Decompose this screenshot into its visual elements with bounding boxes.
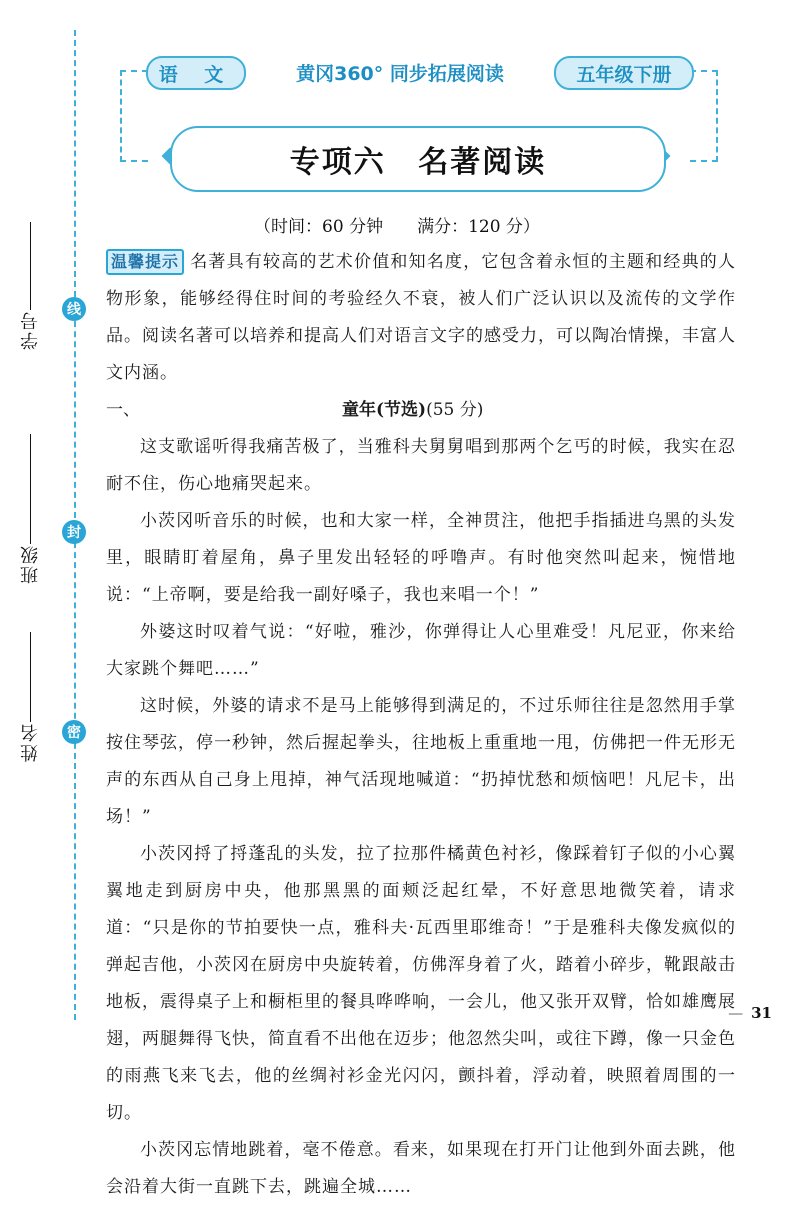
binding-mark-seal: 封 — [62, 520, 86, 544]
passage-paragraph: 外婆这时叹着气说：“好啦，雅沙，你弹得让人心里难受！凡尼亚，你来给大家跳个舞吧……” — [106, 622, 736, 679]
class-underline — [30, 434, 32, 544]
page-number-dash: — — [728, 1004, 744, 1022]
main-content — [106, 244, 736, 1206]
page-title-box — [170, 126, 666, 192]
header-frame-left — [120, 70, 148, 162]
passage-paragraph: 这支歌谣听得我痛苦极了，当雅科夫舅舅唱到那两个乞丐的时候，我实在忍耐不住，伤心地痛哭起来。 — [106, 437, 736, 494]
header-frame-right — [690, 70, 718, 162]
section-title: 童年(节选) — [342, 400, 427, 420]
series-title: 黄冈360° 同步拓展阅读 — [296, 62, 504, 85]
section-title-wrap — [342, 392, 483, 429]
page-number-value: 31 — [751, 1004, 772, 1022]
section-heading — [106, 392, 736, 429]
passage-paragraph: 小茨冈捋了捋蓬乱的头发，拉了拉那件橘黄色衬衫，像踩着钉子似的小心翼翼地走到厨房中央，他那黑黑的面颊泛起红晕，不好意思地微笑着，请求道：“只是你的节拍要快一点，雅科夫·瓦西里耶维奇！”于是雅科夫像发疯似的弹起吉他，小茨冈在厨房中央旋转着，仿佛浑身着了火，踏着小碎步，靴跟敲击地板，震得桌子上和橱柜里的餐具哗哗响，一会儿，他又张开双臂，恰如雄鹰展翅，两腿舞得飞快，简直看不出他在迈步；他忽然尖叫，或往下蹲，像一只金色的雨燕飞来飞去，他的丝绸衬衫金光闪闪，颤抖着，浮动着，映照着周围的一切。 — [106, 844, 736, 1123]
page-number — [728, 1004, 772, 1022]
name-label: 姓名 — [20, 722, 41, 762]
tip-text: 名著具有较高的艺术价值和知名度，它包含着永恒的主题和经典的人物形象，能够经得住时间的考验经久不衰，被人们广泛认识以及流传的文学作品。阅读名著可以培养和提高人们对语言文字的感受力，可以陶冶情操，丰富人文内涵。 — [106, 252, 736, 383]
class-label: 班级 — [20, 544, 41, 584]
passage-paragraph: 小茨冈听音乐的时候，也和大家一样，全神贯注，他把手指插进乌黑的头发里，眼睛盯着屋角，鼻子里发出轻轻的呼噜声。有时他突然叫起来，惋惜地说：“上帝啊，要是给我一副好嗓子，我也来唱一个！” — [106, 511, 736, 605]
student-id-label: 学号 — [20, 310, 41, 350]
section-score: (55 分) — [426, 400, 484, 420]
subject-badge: 语 文 — [146, 56, 246, 90]
passage-paragraph: 这时候，外婆的请求不是马上能够得到满足的，不过乐师往往是忽然用手掌按住琴弦，停一秒钟，然后握起拳头，往地板上重重地一甩，仿佛把一件无形无声的东西从自己身上甩掉，神气活现地喊道：“扔掉忧愁和烦恼吧！凡尼卡，出场！” — [106, 696, 736, 827]
time-and-score: （时间：60 分钟 满分：120 分） — [254, 217, 540, 237]
class-field[interactable] — [16, 428, 46, 584]
name-underline — [30, 632, 32, 722]
binding-mark-secret: 密 — [62, 720, 86, 744]
binding-mark-line: 线 — [62, 297, 86, 321]
tip-badge: 温馨提示 — [106, 249, 184, 275]
page-title: 专项六 名著阅读 — [289, 145, 547, 180]
section-number: 一、 — [106, 400, 140, 420]
passage-paragraph: 小茨冈忘情地跳着，毫不倦意。看来，如果现在打开门让他到外面去跳，他会沿着大街一直跳下去，跳遍全城…… — [106, 1140, 736, 1197]
name-field[interactable] — [16, 626, 46, 762]
grade-badge: 五年级下册 — [554, 56, 694, 90]
tip-paragraph — [106, 244, 736, 392]
